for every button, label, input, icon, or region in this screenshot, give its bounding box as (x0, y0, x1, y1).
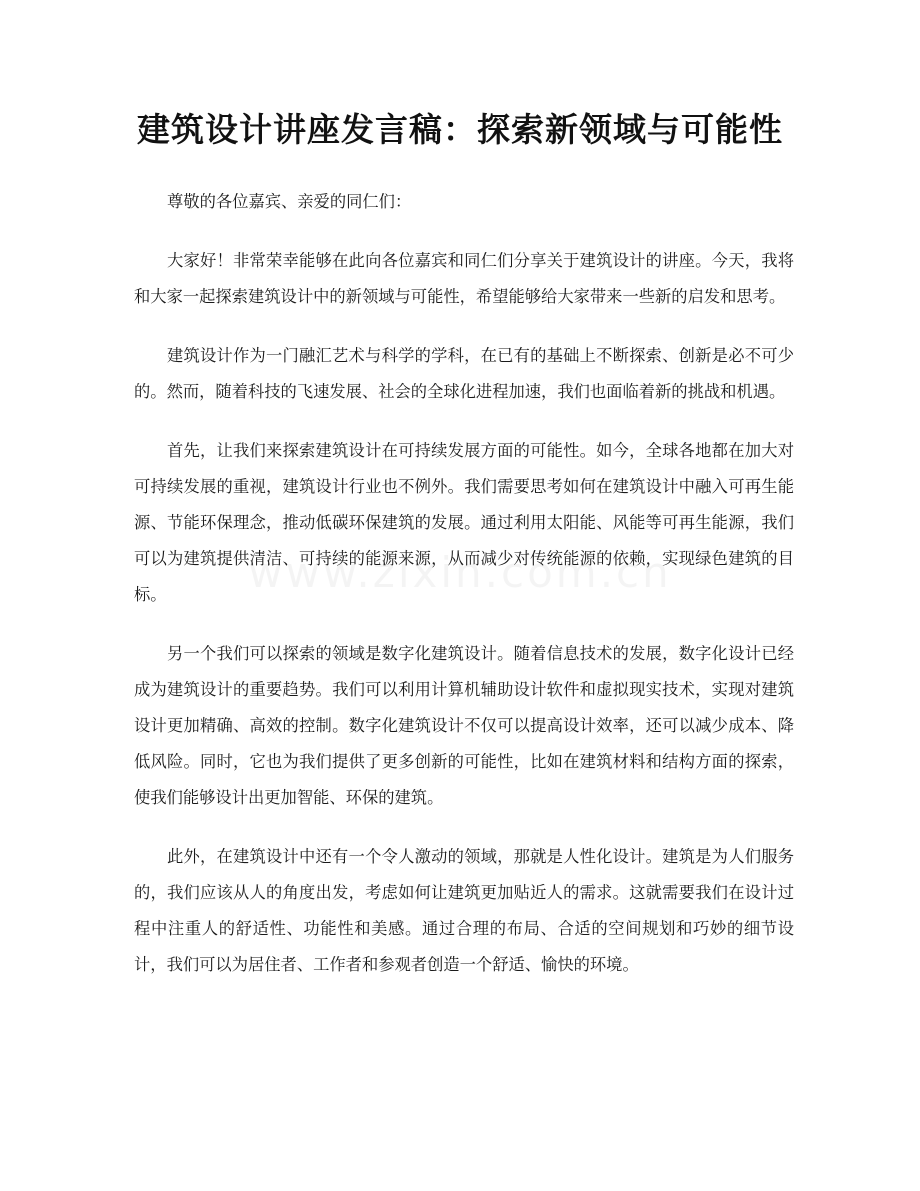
document-body (134, 184, 794, 1006)
document-title: 建筑设计讲座发言稿：探索新领域与可能性 (137, 110, 783, 149)
paragraph-intro: 大家好！非常荣幸能够在此向各位嘉宾和同仁们分享关于建筑设计的讲座。今天，我将和大家一起探索建筑设计中的新领域与可能性，希望能够给大家带来一些新的启发和思考。 (134, 251, 794, 306)
paragraph-sustainability: 首先，让我们来探索建筑设计在可持续发展方面的可能性。如今，全球各地都在加大对可持续发展的重视，建筑设计行业也不例外。我们需要思考如何在建筑设计中融入可再生能源、节能环保理念，推动低碳环保建筑的发展。通过利用太阳能、风能等可再生能源，我们可以为建筑提供清洁、可持续的能源来源，从而减少对传统能源的依赖，实现绿色建筑的目标。 (134, 441, 794, 604)
paragraph-greeting: 尊敬的各位嘉宾、亲爱的同仁们： (167, 192, 412, 211)
paragraph-background: 建筑设计作为一门融汇艺术与科学的学科，在已有的基础上不断探索、创新是必不可少的。然而，随着科技的飞速发展、社会的全球化进程加速，我们也面临着新的挑战和机遇。 (134, 346, 794, 401)
paragraph-digital-design: 另一个我们可以探索的领域是数字化建筑设计。随着信息技术的发展，数字化设计已经成为建筑设计的重要趋势。我们可以利用计算机辅助设计软件和虚拟现实技术，实现对建筑设计更加精确、高效的控制。数字化建筑设计不仅可以提高设计效率，还可以减少成本、降低风险。同时，它也为我们提供了更多创新的可能性，比如在建筑材料和结构方面的探索，使我们能够设计出更加智能、环保的建筑。 (134, 644, 794, 807)
paragraph-human-centered: 此外，在建筑设计中还有一个令人激动的领域，那就是人性化设计。建筑是为人们服务的，我们应该从人的角度出发，考虑如何让建筑更加贴近人的需求。这就需要我们在设计过程中注重人的舒适性、功能性和美感。通过合理的布局、合适的空间规划和巧妙的细节设计，我们可以为居住者、工作者和参观者创造一个舒适、愉快的环境。 (134, 847, 794, 974)
